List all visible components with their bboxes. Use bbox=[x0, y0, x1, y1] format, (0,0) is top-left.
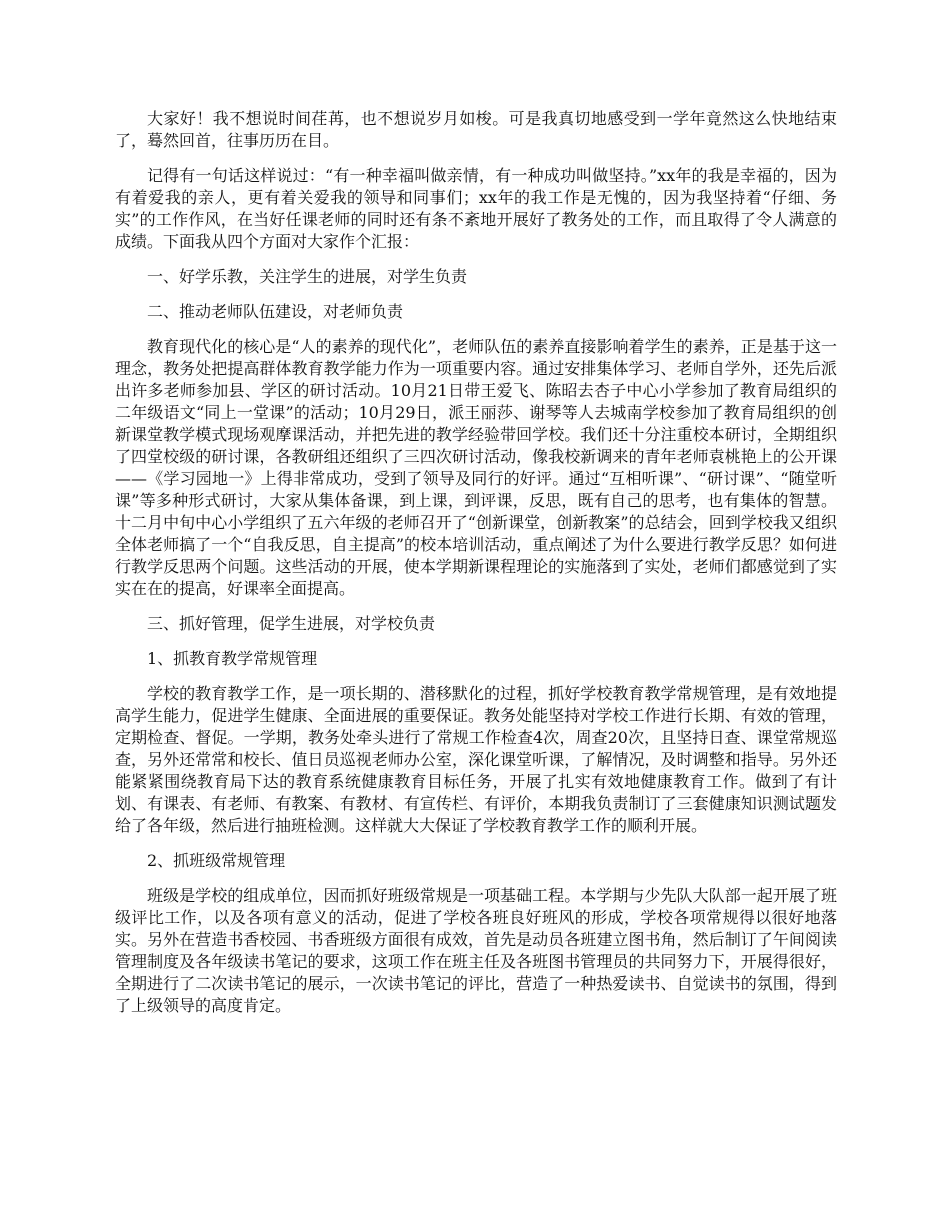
heading-subsection-2: 2、抓班级常规管理 bbox=[147, 851, 286, 870]
document-page bbox=[115, 108, 837, 1030]
paragraph-teacher-team: 教育现代化的核心是“人的素养的现代化”，老师队伍的素养直接影响着学生的素养，正是基于这一理念，教务处把提高群体教育教学能力作为一项重要内容。通过安排集体学习、老师自学外，还先后派出许多老师参加县、学区的研讨活动。10月21日带王爱飞、陈昭去杏子中心小学参加了教育局组织的二年级语文“同上一堂课”的活动；10月29日，派王丽莎、谢琴等人去城南学校参加了教育局组织的创新课堂教学模式现场观摩课活动，并把先进的教学经验带回学校。我们还十分注重校本研讨，全期组织了四堂校级的研讨课，各教研组还组织了三四次研讨活动，像我校新调来的青年老师袁桃艳上的公开课——《学习园地一》上得非常成功，受到了领导及同行的好评。通过“互相听课”、“研讨课”、“随堂听课”等多种形式研讨，大家从集体备课，到上课，到评课，反思，既有自己的思考，也有集体的智慧。十二月中旬中心小学组织了五六年级的老师召开了“创新课堂，创新教案”的总结会，回到学校我又组织全体老师搞了一个“自我反思，自主提高”的校本培训活动，重点阐述了为什么要进行教学反思？如何进行教学反思两个问题。这些活动的开展，使本学期新课程理论的实施落到了实处，老师们都感觉到了实实在在的提高，好课率全面提高。 bbox=[115, 337, 837, 598]
heading-section-one: 一、好学乐教，关注学生的进展，对学生负责 bbox=[147, 267, 468, 286]
paragraph-greeting: 大家好！我不想说时间荏苒，也不想说岁月如梭。可是我真切地感受到一学年竟然这么快地结束了，蓦然回首，往事历历在目。 bbox=[115, 109, 837, 150]
heading-section-two: 二、推动老师队伍建设，对老师负责 bbox=[147, 302, 404, 321]
paragraph-routine-management: 学校的教育教学工作，是一项长期的、潜移默化的过程，抓好学校教育教学常规管理，是有效地提高学生能力，促进学生健康、全面进展的重要保证。教务处能坚持对学校工作进行长期、有效的管理，定期检查、督促。一学期，教务处牵头进行了常规工作检查4次，周查20次，且坚持日查、课堂常规巡查，另外还常常和校长、值日员巡视老师办公室，深化课堂听课，了解情况，及时调整和指导。另外还能紧紧围绕教育局下达的教育系统健康教育目标任务，开展了扎实有效地健康教育工作。做到了有计划、有课表、有老师、有教案、有教材、有宣传栏、有评价，本期我负责制订了三套健康知识测试题发给了各年级，然后进行抽班检测。这样就大大保证了学校教育教学工作的顺利开展。 bbox=[115, 684, 837, 835]
paragraph-class-management: 班级是学校的组成单位，因而抓好班级常规是一项基础工程。本学期与少先队大队部一起开展了班级评比工作，以及各项有意义的活动，促进了学校各班良好班风的形成，学校各项常规得以很好地落实。另外在营造书香校园、书香班级方面很有成效，首先是动员各班建立图书角，然后制订了午间阅读管理制度及各年级读书笔记的要求，这项工作在班主任及各班图书管理员的共同努力下，开展得很好，全期进行了二次读书笔记的展示，一次读书笔记的评比，营造了一种热爱读书、自觉读书的氛围，得到了上级领导的高度肯定。 bbox=[115, 886, 837, 1015]
heading-section-three: 三、抓好管理，促学生进展，对学校负责 bbox=[147, 614, 436, 633]
paragraph-intro: 记得有一句话这样说过：“有一种幸福叫做亲情，有一种成功叫做坚持。”xx年的我是幸福的，因为有着爱我的亲人，更有着关爱我的领导和同事们；xx年的我工作是无愧的，因为我坚持着“仔细、务实”的工作作风，在当好任课老师的同时还有条不紊地开展好了教务处的工作，而且取得了令人满意的成绩。下面我从四个方面对大家作个汇报： bbox=[115, 166, 837, 251]
heading-subsection-1: 1、抓教育教学常规管理 bbox=[147, 649, 318, 668]
